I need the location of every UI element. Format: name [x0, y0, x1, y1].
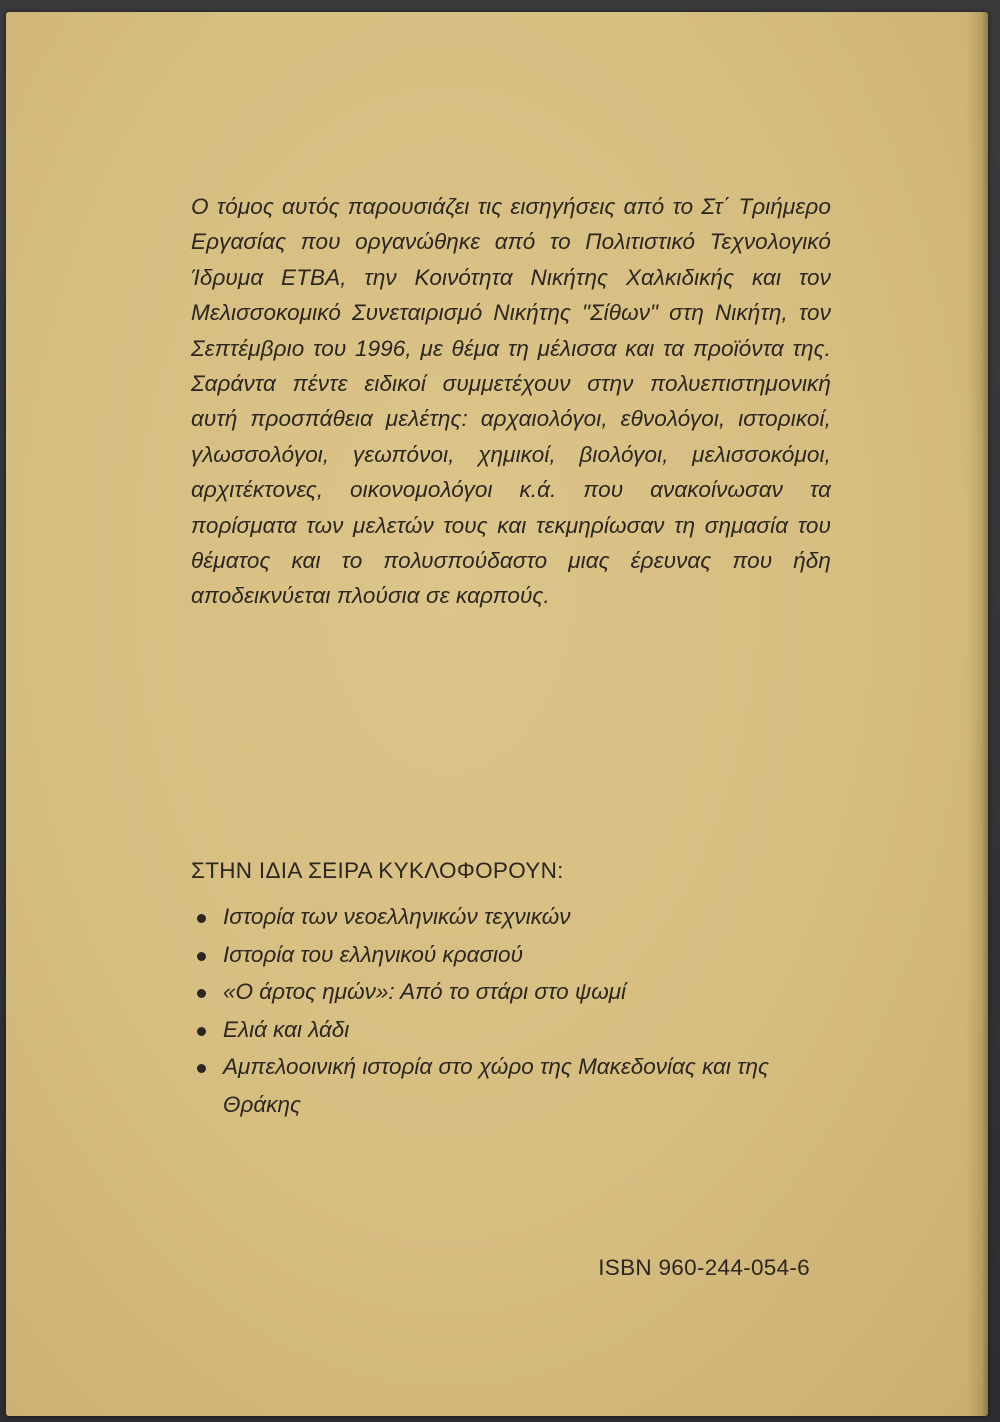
series-title: Ελιά και λάδι	[223, 1016, 350, 1042]
series-list	[191, 898, 841, 1123]
series-list-item	[191, 973, 841, 1011]
bullet-icon	[197, 1064, 206, 1073]
bullet-icon	[197, 1027, 206, 1036]
series-title: Αμπελοοινική ιστορία στο χώρο της Μακεδονίας και της Θράκης	[223, 1054, 769, 1117]
series-title: Ιστορία του ελληνικού κρασιού	[223, 941, 523, 967]
cover-edge-shadow	[966, 12, 988, 1416]
series-list-item	[191, 1011, 841, 1049]
bullet-icon	[197, 952, 206, 961]
series-list-item	[191, 936, 841, 974]
series-list-item	[191, 1048, 841, 1123]
bullet-icon	[197, 914, 206, 923]
series-list-item	[191, 898, 841, 936]
series-section	[191, 854, 841, 1123]
book-back-cover	[6, 12, 988, 1416]
series-heading: ΣΤΗΝ ΙΔΙΑ ΣΕΙΡΑ ΚΥΚΛΟΦΟΡΟΥΝ:	[191, 858, 564, 883]
book-blurb: Ο τόμος αυτός παρουσιάζει τις εισηγήσεις από το Στ΄ Τριήμερο Εργασίας που οργανώθηκε από το Πολιτιστικό Τεχνολογικό Ίδρυμα ΕΤΒΑ, την Κοινότητα Νικήτης Χαλκιδικής και τον Μελισσοκομικό Συνεταιρισμό Νικήτης "Σίθων" στη Νικήτη, τον Σεπτέμβριο του 1996, με θέμα τη μέλισσα και τα προϊόντα της. Σαράντα πέντε ειδικοί συμμετέχουν στην πολυεπιστημονική αυτή προσπάθεια μελέτης: αρχαιολόγοι, εθνολόγοι, ιστορικοί, γλωσσολόγοι, γεωπόνοι, χημικοί, βιολόγοι, μελισσοκόμοι, αρχιτέκτονες, οικονομολόγοι κ.ά. που ανακοίνωσαν τα πορίσματα των μελετών τους και τεκμηρίωσαν τη σημασία του θέματος και το πολυσπούδαστο μιας έρευνας που ήδη αποδεικνύεται πλούσια σε καρπούς.	[191, 194, 831, 609]
isbn-number: ISBN 960-244-054-6	[598, 1255, 810, 1280]
series-title: «Ο άρτος ημών»: Από το στάρι στο ψωμί	[223, 979, 627, 1004]
bullet-icon	[197, 989, 206, 998]
series-title: Ιστορία των νεοελληνικών τεχνικών	[223, 904, 571, 929]
